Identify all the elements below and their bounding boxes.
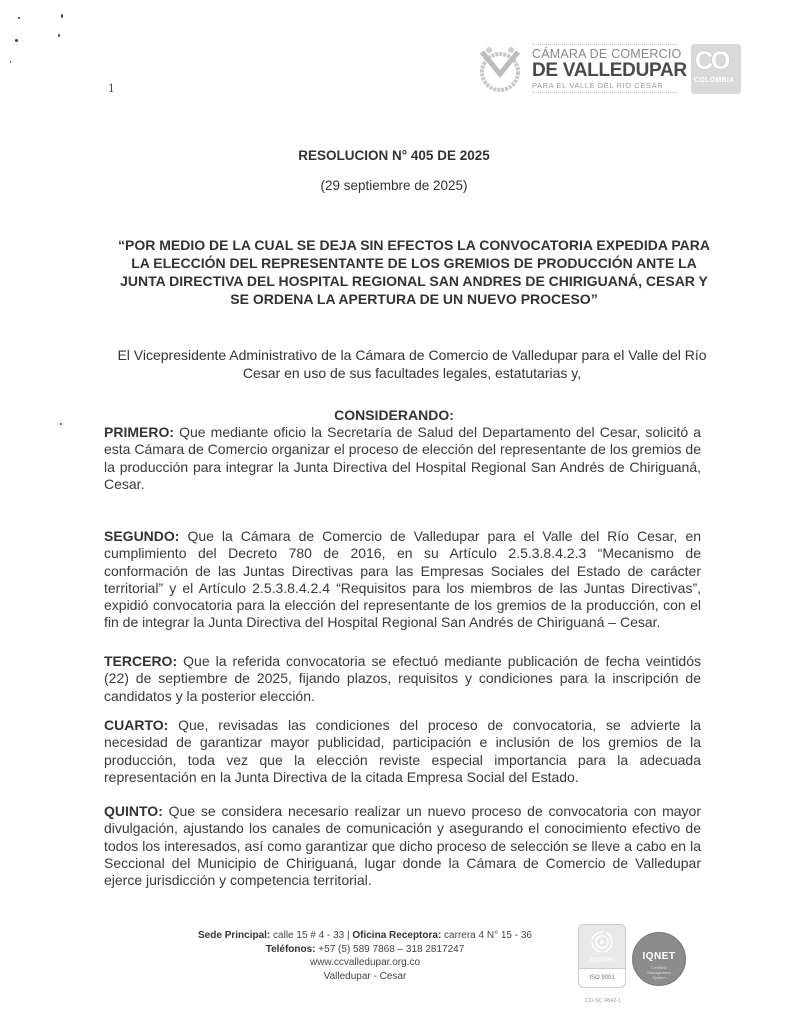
page-number: 1: [108, 80, 115, 95]
chamber-emblem-icon: [476, 44, 524, 96]
consideration-text: Que la Cámara de Comercio de Valledupar para el Valle del Río Cesar, en cumplimiento del Decreto 780 de 2016, en su Artículo 2.5.3.8.4.2.3 “Mecanismo de conformación de las Juntas Directivas para las Empresas Sociales del Estado de carácter territorial” y el Artículo 2.5.3.8.4.2.4 “Requisitos para los miembros de las Juntas Directivas”, expidió convocatoria para la elección del representante de los gremios de la producción, con el fin de integrar la Junta Directiva del Hospital Regional San Andrés de Chiriguaná – Cesar.: [104, 528, 701, 631]
icontec-iso-standard: ISO 9001: [579, 968, 625, 987]
consideration-label: TERCERO:: [104, 653, 178, 669]
consideration-text: Que se considera necesario realizar un nuevo proceso de convocatoria con mayor divulgación, ajustando los canales de comunicación y asegurando el conocimiento efectivo de todos los interesados, así como garantizar que dicho proceso de selección se lleve a cabo en la Seccional del Municipio de Chiriguaná, lugar donde la Cámara de Comercio de Valledupar ejerce jurisdicción y competencia territorial.: [104, 803, 701, 889]
scan-speck: [61, 14, 63, 18]
considerando-heading: CONSIDERANDO:: [334, 407, 454, 423]
main-office-label: Sede Principal:: [198, 930, 271, 941]
footer-contact: [170, 929, 560, 983]
scan-speck: [58, 34, 60, 37]
scan-speck: [10, 61, 11, 63]
consideration-text: Que la referida convocatoria se efectuó mediante publicación de fecha veintidós (22) de septiembre de 2025, fijando plazos, requisitos y condiciones para la inscripción de candidatos y la posterior elección.: [104, 653, 701, 704]
footer-address-line: [170, 929, 560, 943]
consideration-quinto: [104, 803, 701, 889]
icontec-code: CO-SC 4842-1: [584, 998, 622, 1004]
consideration-cuarto: [104, 717, 701, 786]
icontec-label: icontec: [589, 955, 615, 964]
resolution-date: (29 septiembre de 2025): [320, 178, 468, 193]
consideration-label: PRIMERO:: [104, 424, 174, 440]
logo-line-2: DE VALLEDUPAR: [532, 60, 687, 81]
consideration-text: Que, revisadas las condiciones del proceso de convocatoria, se advierte la necesidad de garantizar mayor publicidad, participación e inclusión de los gremios de la producción, toda vez que la elección reviste especial importancia para la adecuada representación en la Junta Directiva de la citada Empresa Social del Estado.: [104, 717, 701, 785]
consideration-label: QUINTO:: [104, 803, 163, 819]
logo-line-3: PARA EL VALLE DEL RIO CESAR: [532, 81, 677, 93]
resolution-number: RESOLUCION N° 405 DE 2025: [298, 148, 490, 163]
logo-line-1: CÁMARA DE COMERCIO: [532, 44, 677, 61]
iqnet-certification-badge: [632, 932, 686, 986]
scan-speck: [60, 423, 62, 425]
consideration-primero: [104, 424, 701, 493]
reception-value: carrera 4 N° 15 - 36: [441, 930, 532, 941]
chamber-name: [532, 44, 687, 93]
scan-speck: [15, 39, 18, 42]
scan-speck: [18, 17, 20, 19]
resolution-subject: “POR MEDIO DE LA CUAL SE DEJA SIN EFECTOS LA CONVOCATORIA EXPEDIDA PARA LA ELECCIÓN DEL REPRESENTANTE DE LOS GREMIOS DE PRODUCCIÓN ANTE LA JUNTA DIRECTIVA DEL HOSPITAL REGIONAL SAN ANDRES DE CHIRIGUANÁ, CESAR Y SE ORDENA LA APERTURA DE UN NUEVO PROCESO”: [118, 237, 710, 307]
colombia-co-mark: CO: [695, 47, 729, 75]
colombia-label: COLOMBIA: [694, 77, 735, 84]
consideration-label: CUARTO:: [104, 717, 169, 733]
footer-phones-line: [170, 943, 560, 957]
iqnet-label: IQNET: [642, 951, 676, 962]
footer-city: Valledupar - Cesar: [323, 970, 407, 982]
consideration-text: Que mediante oficio la Secretaría de Salud del Departamento del Cesar, solicitó a esta Cámara de Comercio organizar el proceso de elección del representante de los gremios de la producción para integrar la Junta Directiva del Hospital Regional San Andrés de Chiriguaná, Cesar.: [104, 424, 701, 492]
icontec-certification-badge: [578, 924, 626, 988]
consideration-segundo: [104, 528, 701, 632]
footer-website[interactable]: www.ccvalledupar.org.co: [309, 957, 421, 968]
consideration-tercero: [104, 653, 701, 705]
reception-label: Oficina Receptora:: [352, 930, 442, 941]
colombia-badge: [691, 44, 741, 94]
consideration-label: SEGUNDO:: [104, 528, 180, 544]
chamber-logo: [476, 40, 687, 102]
iqnet-subtitle: Certified Management System: [647, 965, 671, 980]
main-office-value: calle 15 # 4 - 33 |: [270, 930, 353, 941]
intro-paragraph: El Vicepresidente Administrativo de la Cámara de Comercio de Valledupar para el Valle del Río Cesar en uso de sus facultades legales, estatutarias y,: [117, 347, 707, 381]
phones-label: Teléfonos:: [265, 943, 316, 955]
icontec-rings-icon: [579, 927, 625, 957]
phones-value: +57 (5) 589 7868 – 318 2817247: [315, 943, 465, 955]
